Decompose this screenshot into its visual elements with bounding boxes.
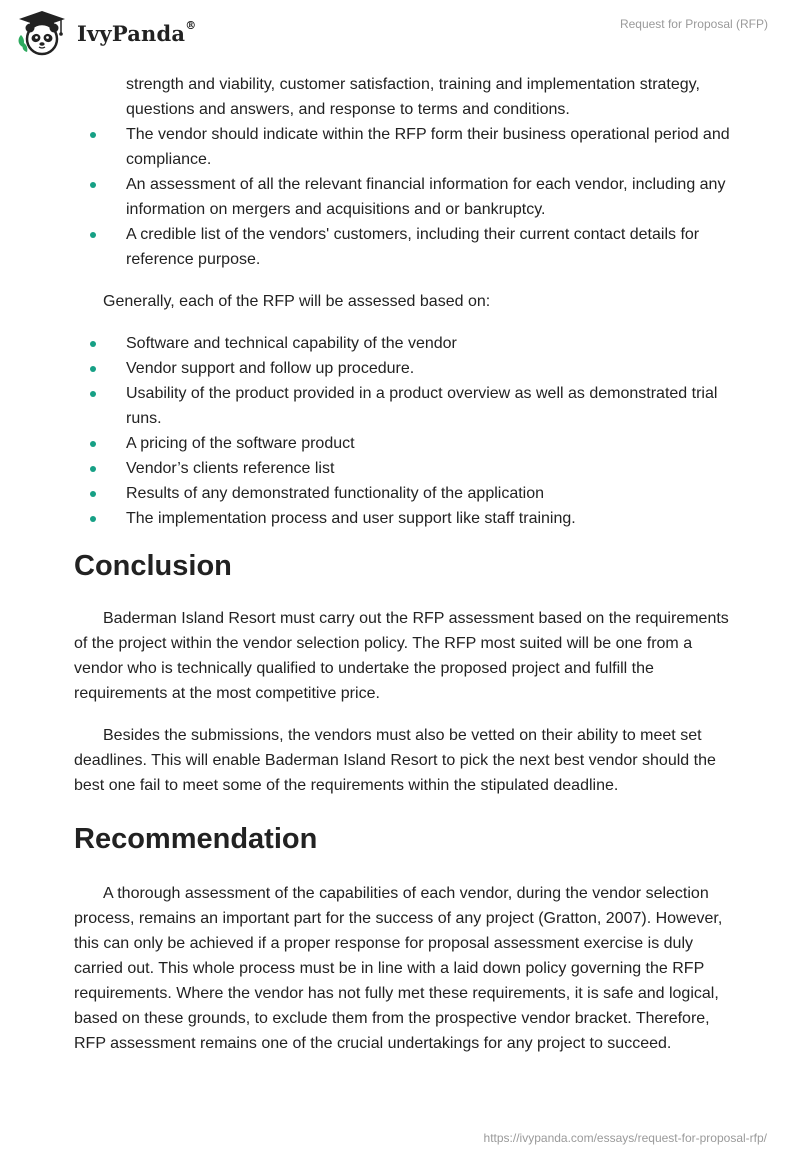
registered-mark: ® <box>185 18 197 32</box>
conclusion-paragraph: Besides the submissions, the vendors must also be vetted on their ability to meet set deadlines. This will enable Baderman Island Resort to pick the next best vendor should the best one fail to meet some of the requirements within the stipulated deadline. <box>74 727 716 794</box>
list-item: Usability of the product provided in a product overview as well as demonstrated trial runs. <box>74 381 734 431</box>
bullet-icon <box>90 366 96 372</box>
bullet-icon <box>90 232 96 238</box>
list-item: The implementation process and user support like staff training. <box>74 506 734 531</box>
recommendation-paragraph: A thorough assessment of the capabilities of each vendor, during the vendor selection process, remains an important part for the success of any project (Gratton, 2007). However, this can only be achieved if a proper response for proposal assessment exercise is duly carried out. This whole process must be in line with a laid down policy governing the RFP requirements. Where the vendor has not fully met these requirements, it is safe and logical, based on these grounds, to exclude them from the prospective vendor bracket. Therefore, RFP assessment remains one of the crucial undertakings for any project to succeed. <box>74 885 723 1052</box>
list-item: Software and technical capability of the vendor <box>74 331 734 356</box>
bullet-icon <box>90 391 96 397</box>
list-item: Vendor support and follow up procedure. <box>74 356 734 381</box>
bullet-icon <box>90 341 96 347</box>
list-item: A pricing of the software product <box>74 431 734 456</box>
bullet-icon <box>90 516 96 522</box>
bullet-icon <box>90 182 96 188</box>
logo-wordmark: IvyPanda® <box>77 18 197 46</box>
source-url[interactable]: https://ivypanda.com/essays/request-for-proposal-rfp/ <box>483 1131 767 1145</box>
list-continuation-text: strength and viability, customer satisfaction, training and implementation strategy, questions and answers, and response to terms and conditions. <box>126 76 700 118</box>
ivypanda-logo[interactable] <box>15 9 196 57</box>
list-item: An assessment of all the relevant financial information for each vendor, including any information on mergers and acquisitions and or bankruptcy. <box>74 172 734 222</box>
assessment-criteria-list <box>74 331 734 531</box>
page-header <box>0 0 800 72</box>
document-title: Request for Proposal (RFP) <box>619 17 768 31</box>
bullet-icon <box>90 491 96 497</box>
list-item: Results of any demonstrated functionality of the application <box>74 481 734 506</box>
list-item: A credible list of the vendors' customers, including their current contact details for reference purpose. <box>74 222 734 272</box>
recommendation-heading: Recommendation <box>74 823 318 855</box>
panda-graduate-icon <box>15 9 69 57</box>
conclusion-paragraph: Baderman Island Resort must carry out the RFP assessment based on the requirements of the project within the vendor selection policy. The RFP most suited will be one from a vendor who is technically qualified to undertake the proposed project and fulfill the requirements at the most competitive price. <box>74 610 729 702</box>
vendor-requirements-list <box>74 122 734 272</box>
assessment-lead-text: Generally, each of the RFP will be assessed based on: <box>103 293 491 310</box>
bullet-icon <box>90 466 96 472</box>
essay-body <box>74 72 734 1056</box>
list-item: The vendor should indicate within the RFP form their business operational period and compliance. <box>74 122 734 172</box>
bullet-icon <box>90 441 96 447</box>
bullet-icon <box>90 132 96 138</box>
list-item: Vendor’s clients reference list <box>74 456 734 481</box>
conclusion-heading: Conclusion <box>74 550 232 582</box>
